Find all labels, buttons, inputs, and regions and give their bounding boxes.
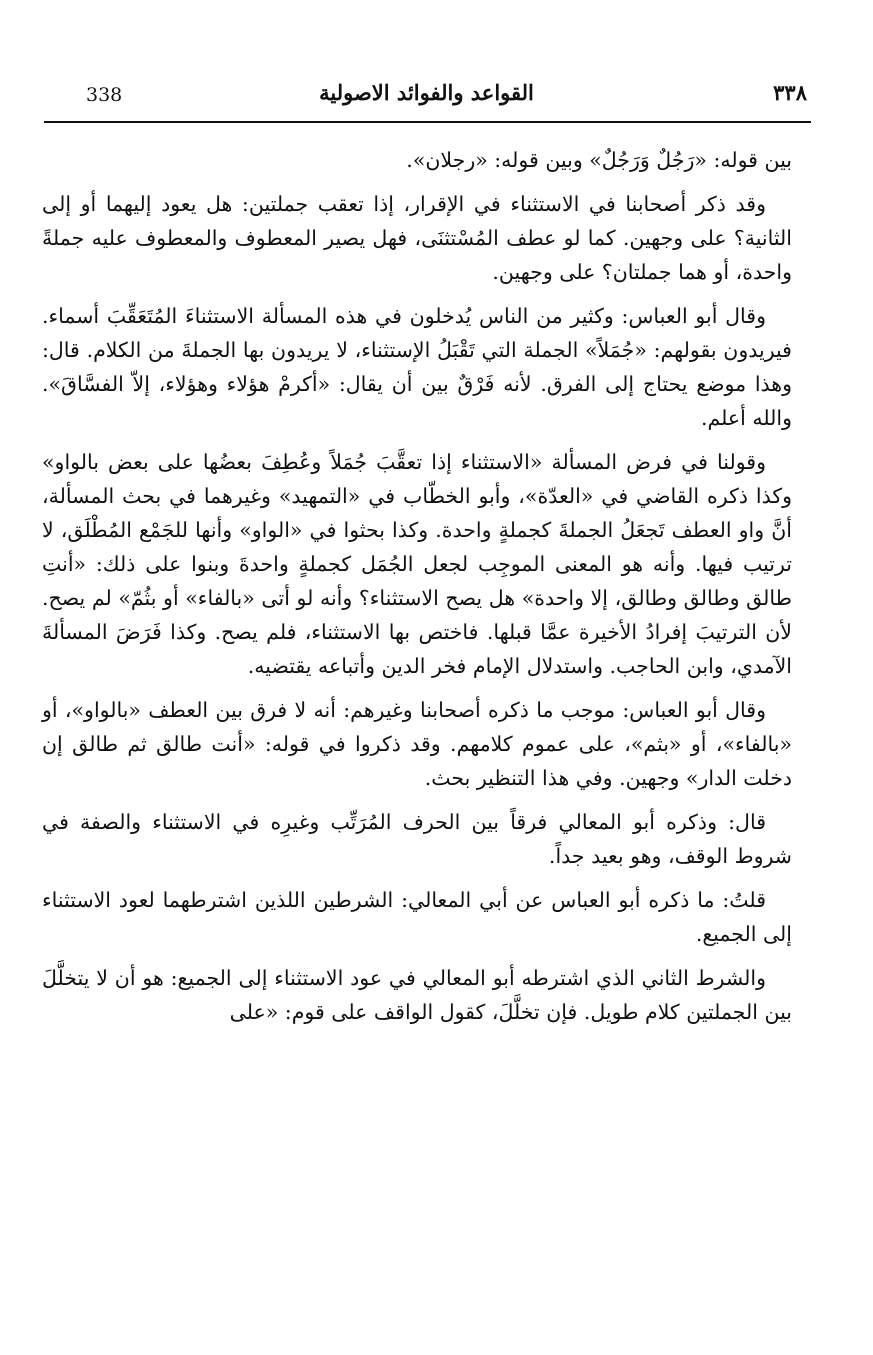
paragraph: قال: وذكره أبو المعالي فرقاً بين الحرف المُرَتِّب وغيرِه في الاستثناء والصفة في شروط الوقف، وهو بعيد جداً.: [42, 810, 792, 868]
page-number-arabic: ٣٣٨: [773, 80, 807, 105]
paragraph: بين قوله: «رَجُلٌ وَرَجُلٌ» وبين قوله: «رجلان».: [406, 148, 792, 172]
paragraph: وقال أبو العباس: وكثير من الناس يُدخلون في هذه المسألة الاستثناءَ المُتَعَقِّبَ أسماء. فيريدون بقولهم: «جُمَلاً» الجملة التي تَقْبَلُ الإستثناء، لا يريدون بها الجملةَ من الكلام. قال: وهذا موضع يحتاج إلى الفرق. لأنه فَرْقٌ بين أن يقال: «أكرمْ هؤلاء وهؤلاء، إلاّ الفسَّاقَ». والله أعلم.: [42, 304, 792, 430]
paragraph: وقد ذكر أصحابنا في الاستثناء في الإقرار، إذا تعقب جملتين: هل يعود إليهما أو إلى الثانية؟ على وجهين. كما لو عطف المُسْتثنَى، فهل يصير المعطوف والمعطوف عليه جملةً واحدة، أو هما جملتان؟ على وجهين.: [42, 192, 792, 284]
paragraph: قلتُ: ما ذكره أبو العباس عن أبي المعالي: الشرطين اللذين اشترطهما لعود الاستثناء إلى الجميع.: [42, 888, 792, 946]
running-header: [44, 80, 809, 120]
paragraph: وقولنا في فرض المسألة «الاستثناء إذا تعقَّبَ جُمَلاً وعُطِفَ بعضُها على بعض بالواو» وكذا ذكره القاضي في «العدّة»، وأبو الخطّاب في «التمهيد» وغيرهما في بحث المسألة، أنَّ واو العطف تَجعَلُ الجملةَ كجملةٍ واحدة. وكذا بحثوا في «الواو» وأنها للجَمْع المُطْلَق، لا ترتيب فيها. وأنه هو المعنى الموجِب لجعل الجُمَل كجملةٍ واحدةَ وبنوا على ذلك: «أنتِ طالق وطالق وطالق، إلا واحدة» هل يصح الاستثناء؟ وأنه لو أتى «بالفاء» أو بثُمّ» لم يصح. لأن الترتيبَ إفرادُ الأخيرة عمَّا قبلها. فاختص بها الاستثناء، فلم يصح. وكذا فَرَضَ المسألةَ الآمدي، وابن الحاجب. واستدلال الإمام فخر الدين وأتباعه يقتضيه.: [42, 450, 792, 678]
running-title: القواعد والفوائد الاصولية: [319, 80, 534, 105]
paragraph: وقال أبو العباس: موجب ما ذكره أصحابنا وغيرهم: أنه لا فرق بين العطف «بالواو»، أو «بالفاء»، أو «بثم»، على عموم كلامهم. وقد ذكروا في قوله: «أنت طالق ثم طالق إن دخلت الدار» وجهين. وفي هذا التنظير بحث.: [42, 698, 792, 790]
page-number-latin: 338: [86, 84, 123, 106]
page-body: [42, 143, 792, 1039]
header-rule: [44, 121, 811, 123]
paragraph: والشرط الثاني الذي اشترطه أبو المعالي في عود الاستثناء إلى الجميع: هو أن لا يتخلَّلَ بين الجملتين كلام طويل. فإن تخلَّلَ، كقول الواقف على قوم: «على: [42, 966, 792, 1024]
